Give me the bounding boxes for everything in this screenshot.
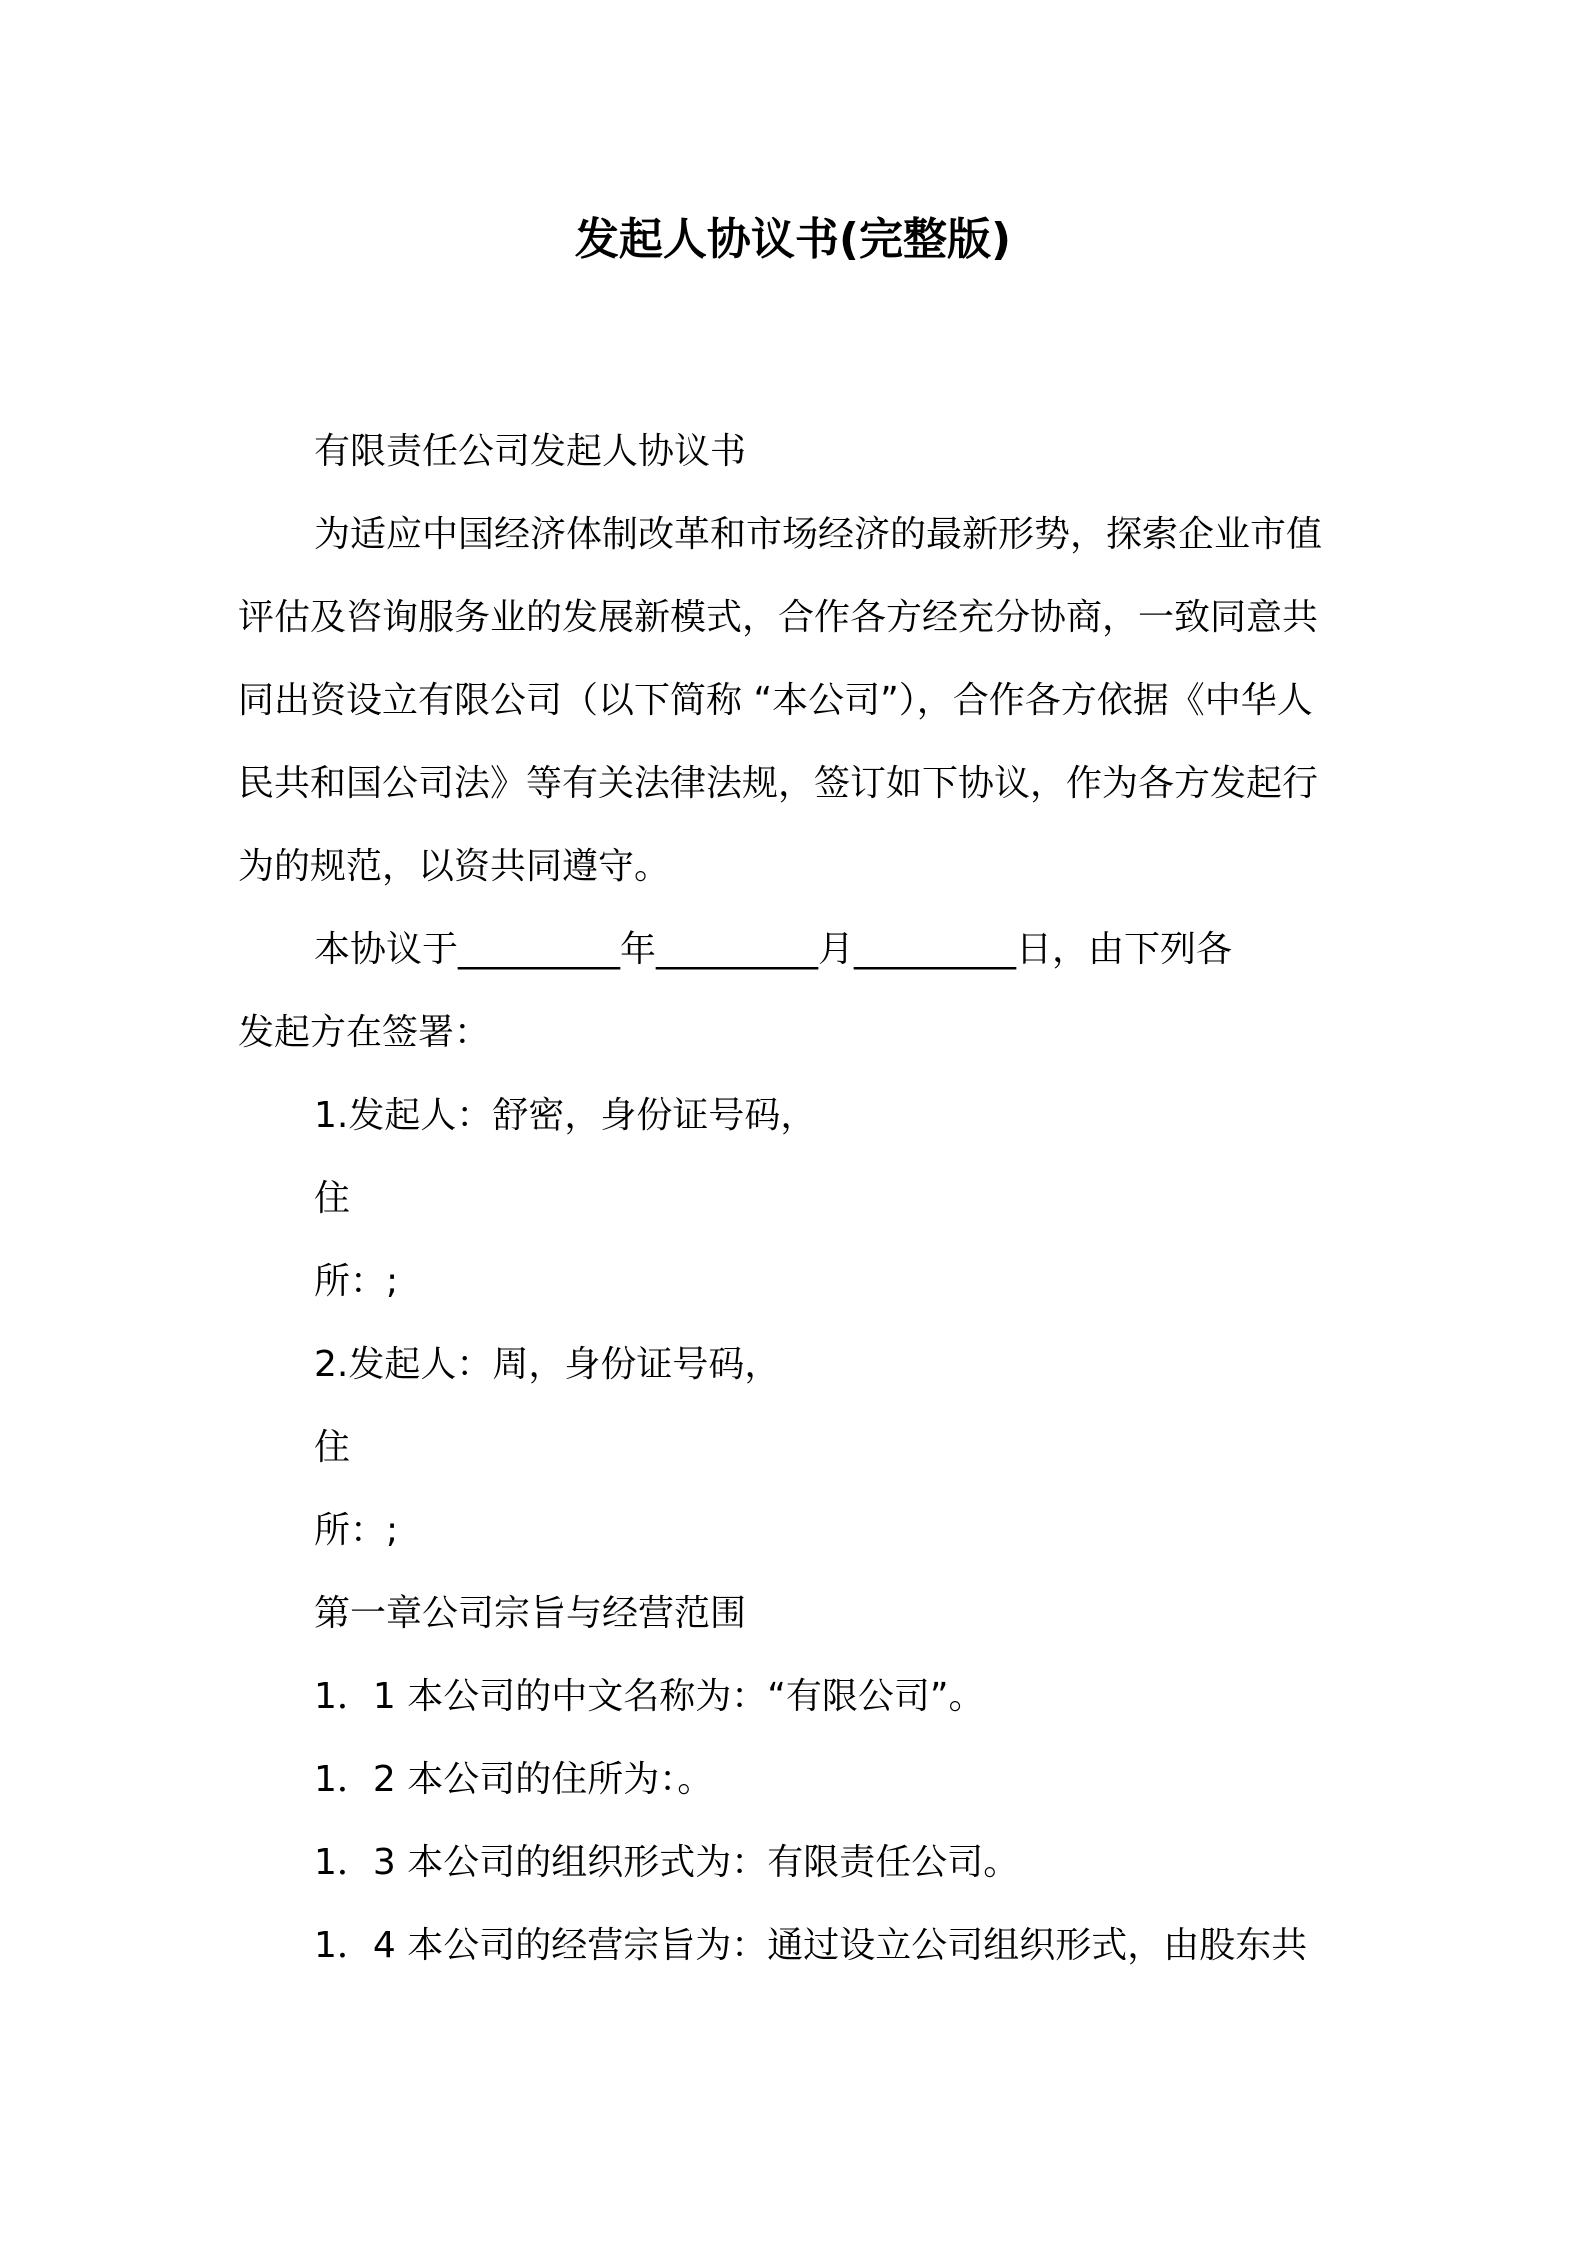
paragraph-line: 为适应中国经济体制改革和市场经济的最新形势，探索企业市值: [314, 514, 1323, 555]
clause-line: 1．1 本公司的中文名称为：“有限公司”。: [314, 1676, 985, 1717]
clause-line: 1．4 本公司的经营宗旨为：通过设立公司组织形式，由股东共: [314, 1925, 1308, 1966]
chapter-heading: 第一章公司宗旨与经营范围: [314, 1593, 747, 1634]
paragraph-line: 本协议于_________年_________月_________日，由下列各: [314, 929, 1233, 970]
clause-line: 1．3 本公司的组织形式为：有限责任公司。: [314, 1842, 1020, 1883]
paragraph-line: 同出资设立有限公司（以下简称 “本公司”），合作各方依据《中华人: [238, 680, 1313, 721]
paragraph-line: 发起方在签署：: [238, 1012, 491, 1053]
paragraph-line: 民共和国公司法》等有关法律法规，签订如下协议，作为各方发起行: [238, 763, 1319, 804]
paragraph-line: 所：;: [314, 1261, 399, 1302]
clause-line: 1．2 本公司的住所为：。: [314, 1759, 714, 1800]
paragraph-line: 住: [314, 1427, 351, 1468]
paragraph-line: 有限责任公司发起人协议书: [314, 431, 747, 472]
document-title: 发起人协议书(完整版): [574, 214, 1012, 265]
paragraph-line: 评估及咨询服务业的发展新模式，合作各方经充分协商，一致同意共: [238, 597, 1319, 638]
paragraph-line: 为的规范，以资共同遵守。: [238, 846, 671, 887]
paragraph-line: 所：;: [314, 1510, 399, 1551]
paragraph-line: 住: [314, 1178, 351, 1219]
paragraph-line: 1.发起人：舒密，身份证号码，: [314, 1095, 817, 1136]
document-body: [238, 410, 1348, 1987]
paragraph-line: 2.发起人：周，身份证号码，: [314, 1344, 781, 1385]
